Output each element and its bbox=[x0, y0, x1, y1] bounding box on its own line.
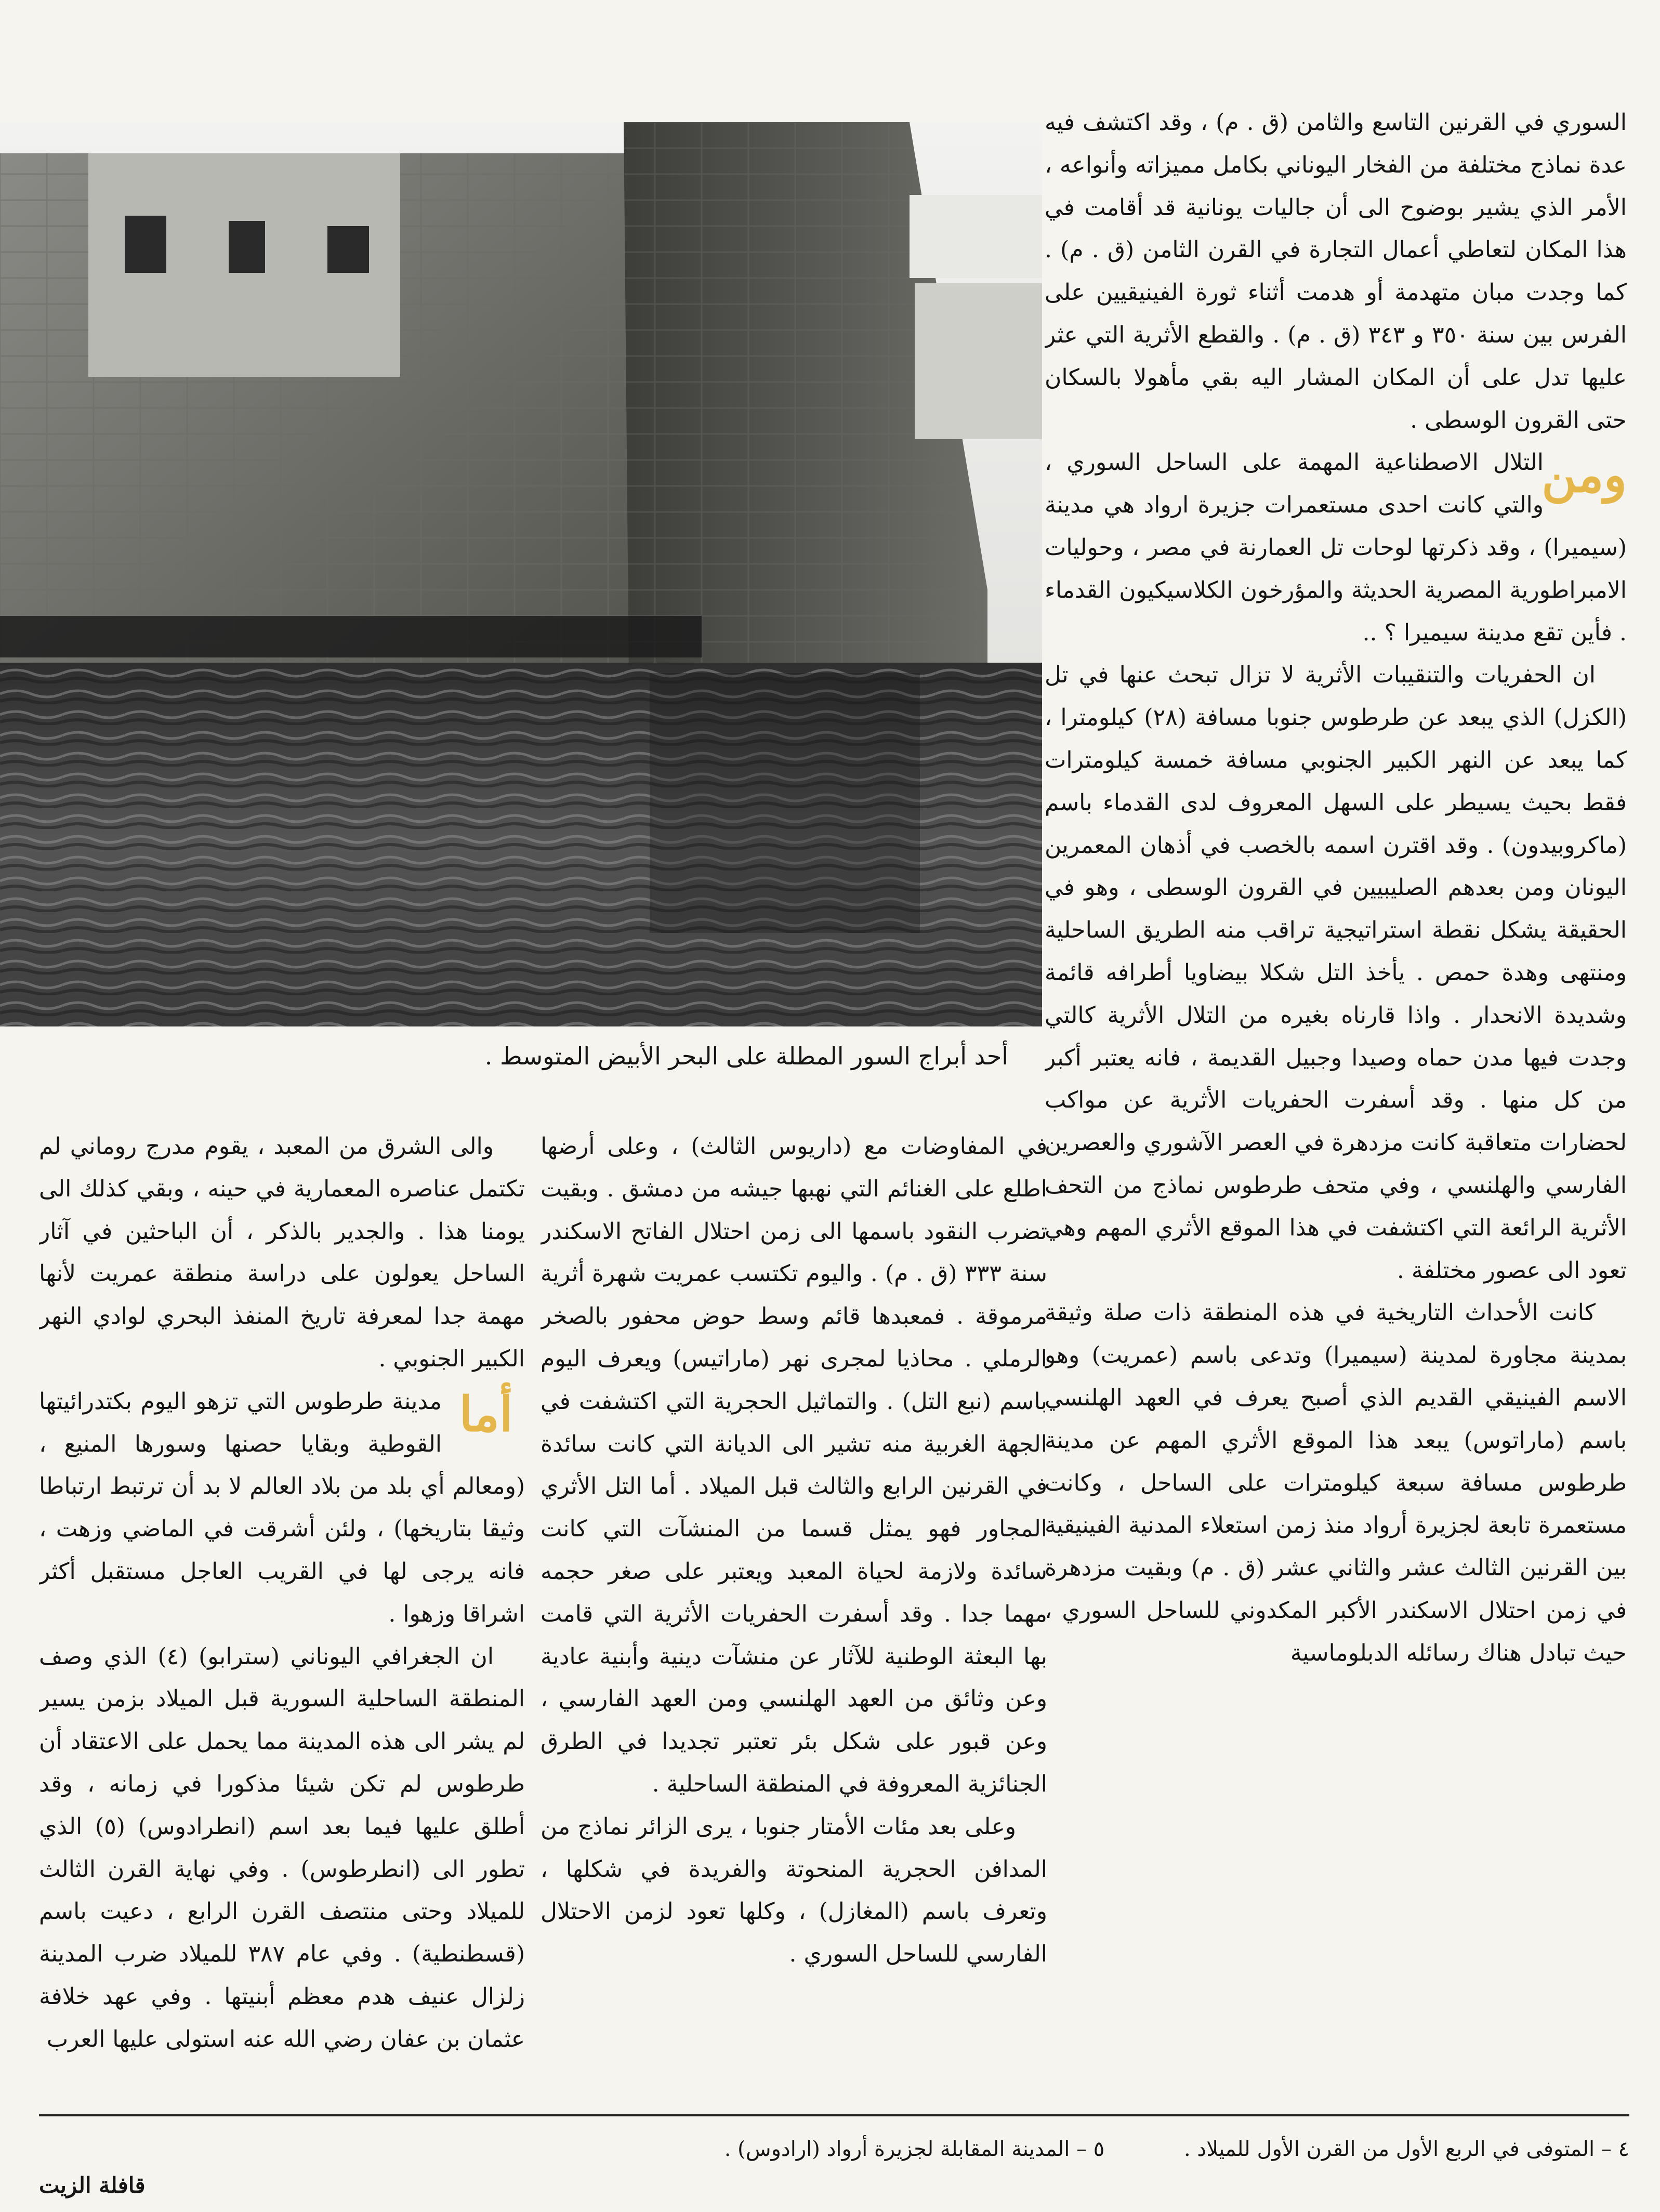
footnotes bbox=[39, 2131, 1629, 2167]
paragraph-text: التلال الاصطناعية المهمة على الساحل السوري ، والتي كانت احدى مستعمرات جزيرة ارواد هي مدينة (سيميرا) ، وقد ذكرتها لوحات تل العمارنة في مصر ، وحوليات الامبراطورية المصرية الحديثة والمؤرخون الكلاسيكيون القدماء . فأين تقع مدينة سيميرا ؟ .. bbox=[1045, 449, 1627, 646]
paragraph: السوري في القرنين التاسع والثامن (ق . م) ، وقد اكتشف فيه عدة نماذج مختلفة من الفخار اليوناني بكامل مميزاته وأنواعه ، الأمر الذي يشير بوضوح الى أن جاليات يونانية قد أقامت في هذا المكان لتعاطي أعمال التجارة في القرن الثامن (ق . م) . كما وجدت مبان متهدمة أو هدمت أثناء ثورة الفينيقيين على الفرس بين سنة ٣٥٠ و ٣٤٣ (ق . م) . والقطع الأثرية التي عثر عليها تدل على أن المكان المشار اليه بقي مأهولا بالسكان حتى القرون الوسطى . bbox=[1045, 109, 1627, 433]
footnote-5: ٥ – المدينة المقابلة لجزيرة أرواد (ارادوس) . bbox=[724, 2137, 1105, 2161]
paragraph: ان الجغرافي اليوناني (سترابو) (٤) الذي وصف المنطقة الساحلية السورية قبل الميلاد بزمن يسير لم يشر الى هذه المدينة مما يحمل على الاعتقاد أن طرطوس لم تكن شيئا مذكورا في زمانه ، وقد أطلق عليها فيما بعد اسم (انطرادوس) (٥) الذي تطور الى (انطرطوس) . وفي نهاية القرن الثالث للميلاد وحتى منتصف القرن الرابع ، دعيت باسم (قسطنطية) . وفي عام ٣٨٧ للميلاد ضرب المدينة زلزال عنيف هدم معظم أبنيتها . وفي عهد خلافة عثمان بن عفان رضي الله عنه استولى عليها العرب bbox=[39, 1643, 525, 2052]
paragraph bbox=[39, 1380, 525, 1636]
footnote-divider bbox=[39, 2114, 1629, 2116]
footnote-4: ٤ – المتوفى في الربع الأول من القرن الأول للميلاد . bbox=[1184, 2137, 1629, 2161]
text-column-left bbox=[39, 1125, 525, 2097]
journal-name: قافلة الزيت bbox=[39, 2172, 146, 2198]
paragraph-text: مدينة طرطوس التي تزهو اليوم بكتدرائيتها القوطية وبقايا حصنها وسورها المنيع ، (ومعالم أي بلد من بلاد العالم لا بد أن ترتبط ارتباطا وثيقا بتاريخها) ، ولئن أشرقت في الماضي وزهت ، فانه يرجى لها في القريب العاجل مستقبل أكثر اشراقا وزهوا . bbox=[39, 1388, 525, 1627]
paragraph: ان الحفريات والتنقيبات الأثرية لا تزال تبحث عنها في تل (الكزل) الذي يبعد عن طرطوس جنوبا مسافة (٢٨) كيلومترا ، كما يبعد عن النهر الكبير الجنوبي مسافة خمسة كيلومترات فقط بحيث يسيطر على السهل المعروف لدى القدماء باسم (ماكروبيدون) . وقد اقترن اسمه بالخصب في أذهان المعمرين اليونان ومن بعدهم الصليبيين في القرون الوسطى ، وهو في الحقيقة يشكل نقطة استراتيجية تراقب منه الطريق الساحلية ومنتهى وهدة حمص . يأخذ التل شكلا بيضاويا أطرافه قائمة وشديدة الانحدار . واذا قارناه بغيره من التلال الأثرية كالتي وجدت فيها مدن حماه وصيدا وجبيل القديمة ، فانه يعتبر أكبر من كل منها . وقد أسفرت الحفريات الأثرية عن مواكب لحضارات متعاقبة كانت مزدهرة في العصر الآشوري والعصرين الفارسي والهلنسي ، وفي متحف طرطوس نماذج من التحف الأثرية الرائعة التي اكتشفت في هذا الموقع الأثري المهم وهي تعود الى عصور مختلفة . bbox=[1045, 662, 1627, 1284]
paragraph: والى الشرق من المعبد ، يقوم مدرج روماني لم تكتمل عناصره المعمارية في حينه ، وبقي كذلك الى يومنا هذا . والجدير بالذكر ، أن الباحثين في آثار الساحل يعولون على دراسة منطقة عمريت لأنها مهمة جدا لمعرفة تاريخ المنفذ البحري لوادي النهر الكبير الجنوبي . bbox=[39, 1133, 525, 1372]
paragraph: في المفاوضات مع (داريوس الثالث) ، وعلى أرضها اطلع على الغنائم التي نهبها جيشه من دمشق . وبقيت تضرب النقود باسمها الى زمن احتلال الفاتح الاسكندر سنة ٣٣٣ (ق . م) . واليوم تكتسب عمريت شهرة أثرية مرموقة . فمعبدها قائم وسط حوض محفور بالصخر الرملي . محاذيا لمجرى نهر (ماراتيس) ويعرف اليوم باسم (نبع التل) . والتماثيل الحجرية التي اكتشفت في الجهة الغربية منه تشير الى الديانة التي كانت سائدة في القرنين الرابع والثالث قبل الميلاد . أما التل الأثري المجاور فهو يمثل قسما من المنشآت التي كانت سائدة ولازمة لحياة المعبد ويعتبر على صغر حجمه مهما جدا . وقد أسفرت الحفريات الأثرية التي قامت بها البعثة الوطنية للآثار عن منشآت دينية وأبنية عادية وعن وثائق من العهد الهلنسي ومن العهد الفارسي ، وعن قبور على شكل بئر تعتبر تجديدا في الطرق الجنائزية المعروفة في المنطقة الساحلية . bbox=[541, 1133, 1047, 1797]
paragraph: كانت الأحداث التاريخية في هذه المنطقة ذات صلة وثيقة بمدينة مجاورة لمدينة (سيميرا) وتدعى باسم (عمريت) وهو الاسم الفينيقي القديم الذي أصبح يعرف في العهد الهلنسي باسم (ماراتوس) يبعد هذا الموقع الأثري المهم عن مدينة طرطوس مسافة سبعة كيلومترات على الساحل ، وكانت مستعمرة تابعة لجزيرة أرواد منذ زمن استعلاء المدنية الفينيقية بين القرنين الثالث عشر والثاني عشر (ق . م) وبقيت مزدهرة في زمن احتلال الاسكندر الأكبر المكدوني للساحل السوري ، حيث تبادل هناك رسائله الدبلوماسية bbox=[1045, 1299, 1627, 1666]
harbor-tower-photo bbox=[0, 122, 1042, 1026]
text-column-right bbox=[1045, 101, 1627, 2097]
photo-caption: أحد أبراج السور المطلة على البحر الأبيض المتوسط . bbox=[484, 1042, 1008, 1070]
photo-image bbox=[0, 122, 1042, 1026]
drop-cap-ornament: أما bbox=[459, 1386, 513, 1442]
paragraph: وعلى بعد مئات الأمتار جنوبا ، يرى الزائر نماذج من المدافن الحجرية المنحوتة والفريدة في شكلها ، وتعرف باسم (المغازل) ، وكلها تعود لزمن الاحتلال الفارسي للساحل السوري . bbox=[541, 1813, 1047, 1968]
text-column-middle bbox=[541, 1125, 1047, 2097]
paragraph bbox=[1045, 441, 1627, 654]
drop-cap-ornament: ومن bbox=[1542, 447, 1627, 504]
